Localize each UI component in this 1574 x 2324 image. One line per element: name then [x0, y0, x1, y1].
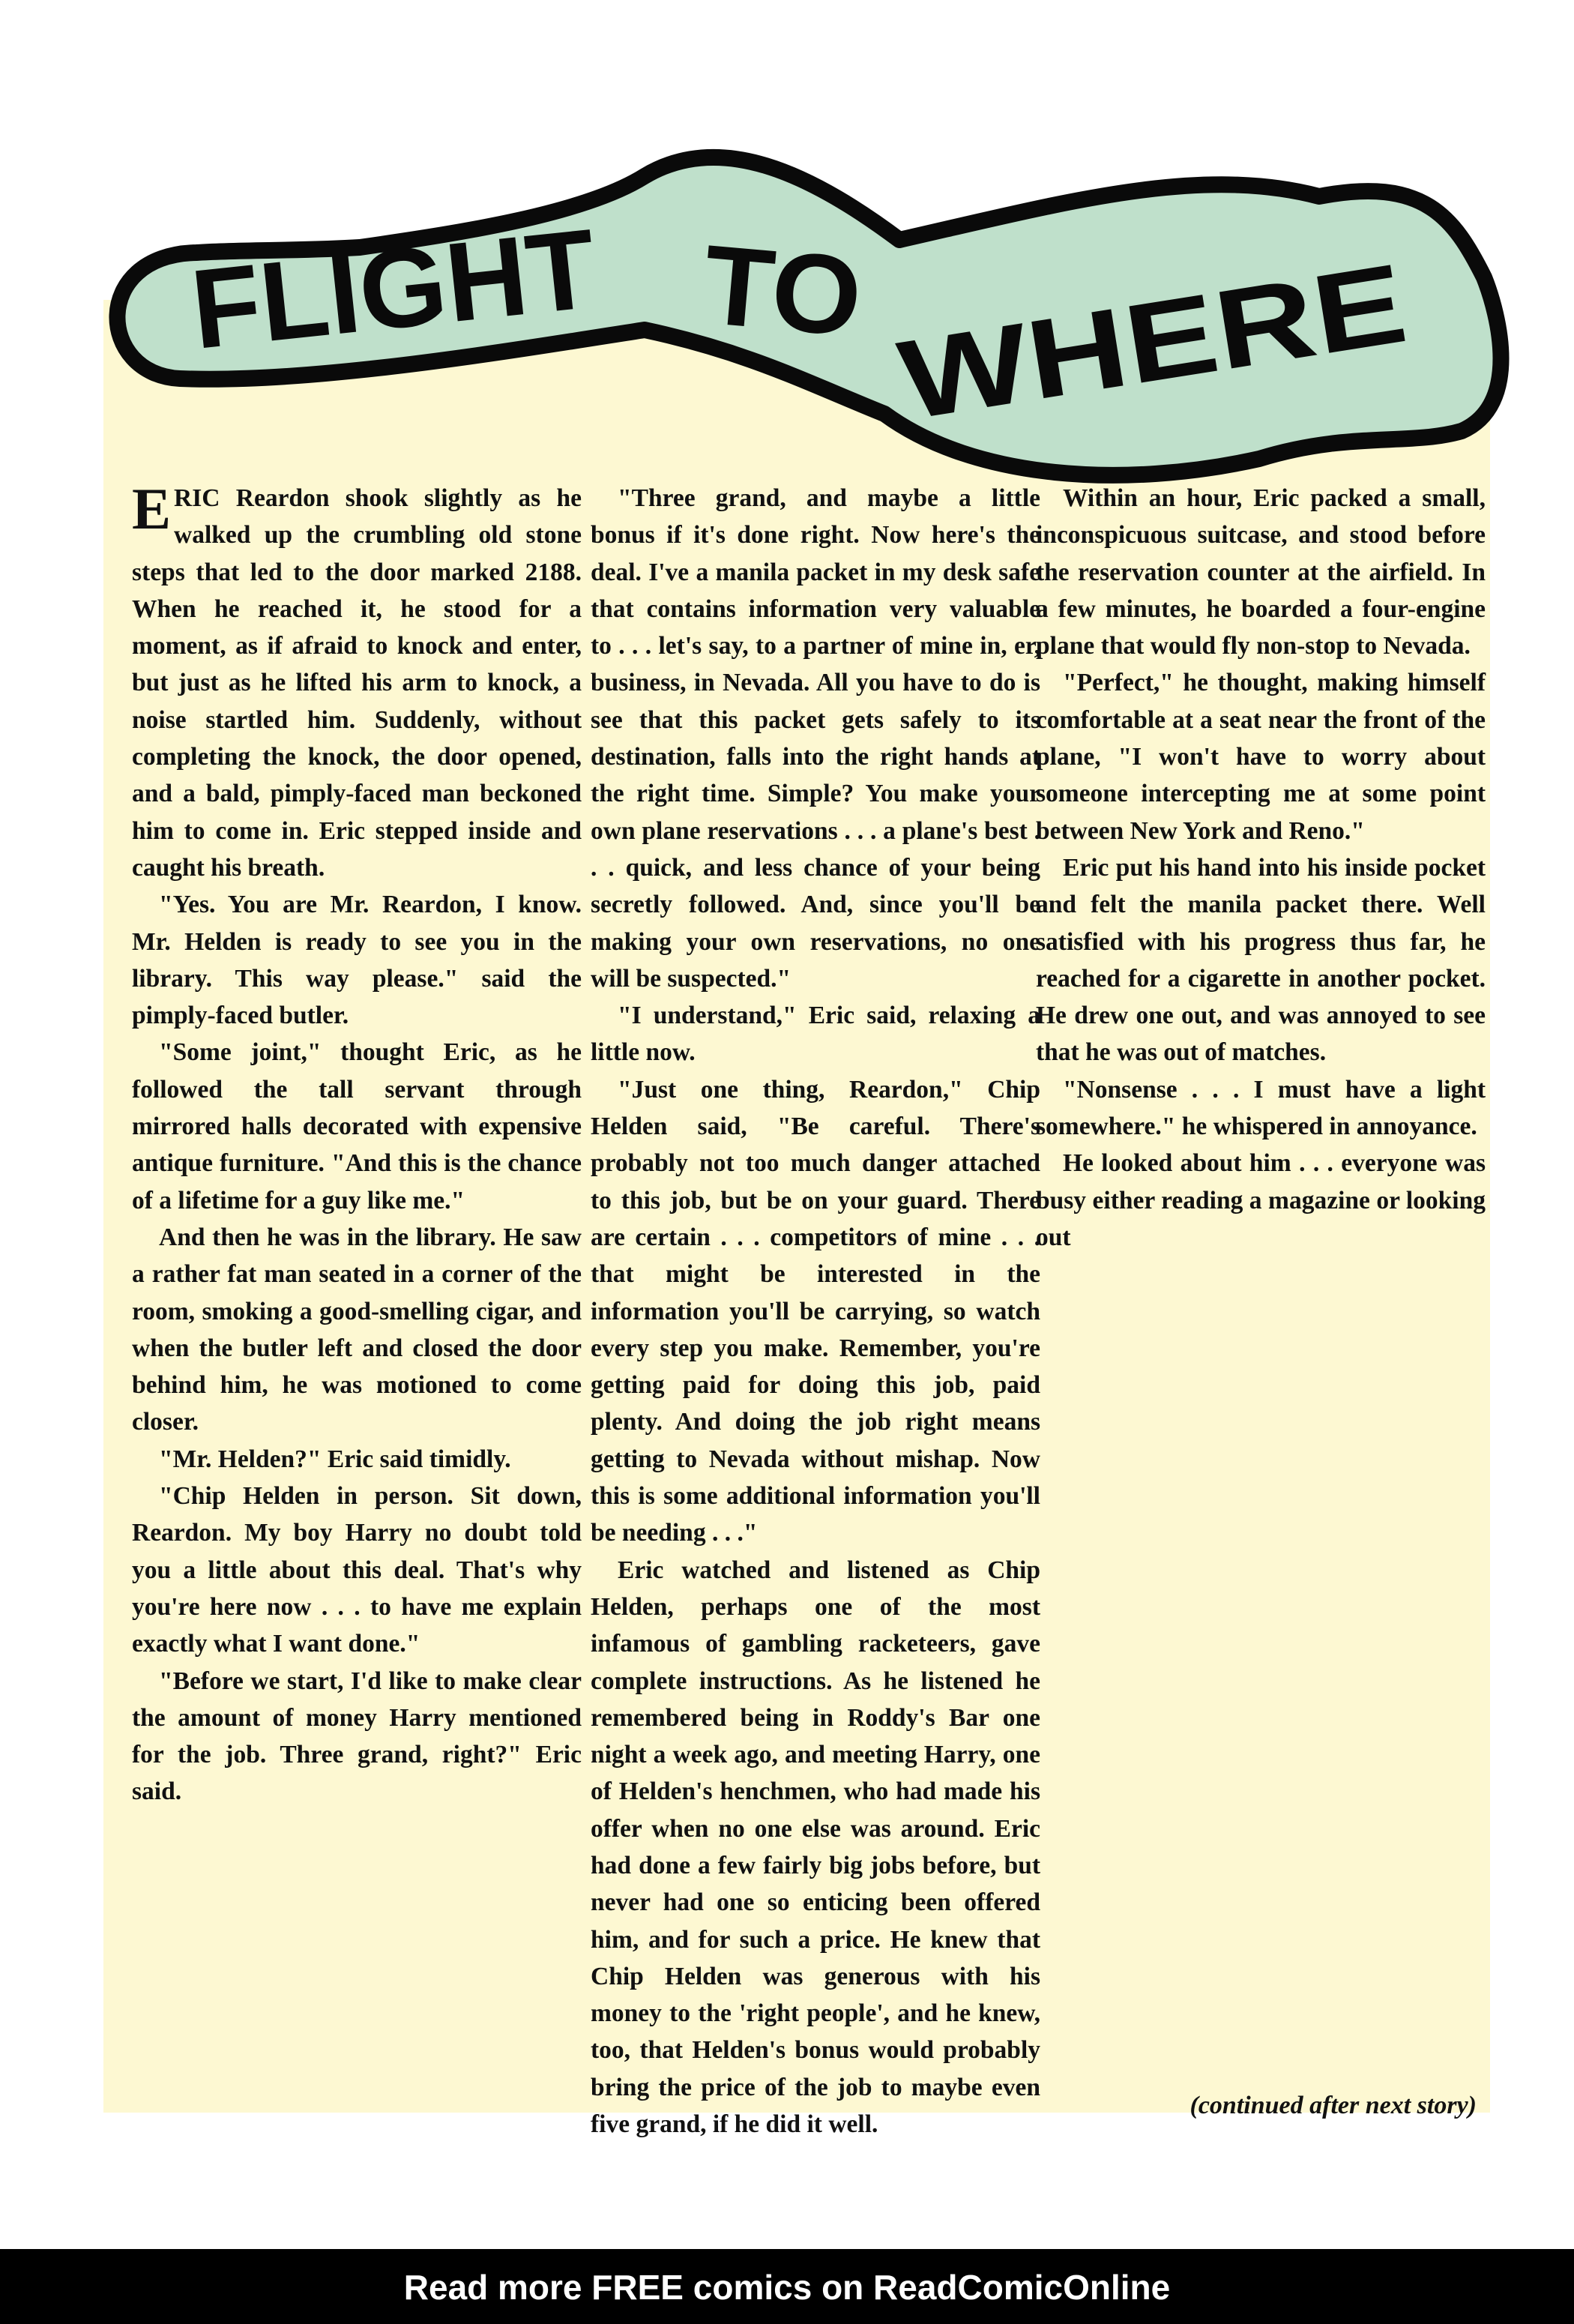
- story-paragraph: "I understand," Eric said, relaxing a little now.: [591, 1002, 1040, 1067]
- footer-link-text[interactable]: Read more FREE comics on ReadComicOnline: [403, 2268, 1171, 2307]
- drop-cap: E: [132, 476, 172, 541]
- story-paragraph: "Chip Helden in person. Sit down, Reardon. My boy Harry no doubt told you a little about this deal. That's why you're here now . . . to have me explain exactly what I want done.": [132, 1482, 582, 1658]
- title-word-where: WHERE: [890, 253, 1324, 444]
- continued-note: (continued after next story): [1189, 2092, 1477, 2119]
- story-paragraph: "Mr. Helden?" Eric said timidly.: [159, 1445, 511, 1473]
- story-column-3: [1036, 480, 1486, 1256]
- story-paragraph: Within an hour, Eric packed a small, inconspicuous suitcase, and stood before the reservation counter at the airfield. In a few minutes, he boarded a four-engine plane that would fly non-stop to Nevada.: [1036, 484, 1486, 660]
- story-paragraph: And then he was in the library. He saw a rather fat man seated in a corner of the room, smoking a good-smelling cigar, and when the butler left and closed the door behind him, he was motioned to come closer.: [132, 1223, 582, 1436]
- story-paragraph: Eric put his hand into his inside pocket and felt the manila packet there. Well satisfied with his progress thus far, he reached for a cigarette in another pocket. He drew one out, and was annoyed to see that he was out of matches.: [1036, 853, 1486, 1067]
- story-paragraph: "Perfect," he thought, making himself comfortable at a seat near the front of the plane, "I won't have to worry about someone intercepting me at some point between New York and Reno.": [1036, 669, 1486, 845]
- title-word-to: TO: [699, 220, 863, 360]
- story-paragraph: He looked about him . . . everyone was busy either reading a magazine or looking out: [1036, 1149, 1486, 1251]
- story-paragraph: "Just one thing, Reardon," Chip Helden said, "Be careful. There's probably not too much danger attached to this job, but be on your guard. There are certain . . . competitors of mine . . . that might be interested in the information you'll be carrying, so watch every step you make. Remember, you're getting paid for doing this job, paid plenty. And doing the job right means getting to Nevada without mishap. Now this is some additional information you'll be needing . . .": [591, 1075, 1040, 1547]
- story-column-1: [132, 476, 582, 1810]
- story-paragraph: Eric watched and listened as Chip Helden, perhaps one of the most infamous of gambling racketeers, gave complete instructions. As he listened he remembered being in Roddy's Bar one night a week ago, and meeting Harry, one of Helden's henchmen, who had made his offer when no one else was around. Eric had done a few fairly big jobs before, but never had one so enticing been offered him, and for such a price. He knew that Chip Helden was generous with his money to the 'right people', and he knew, too, that Helden's bonus would probably bring the price of the job to maybe even five grand, if he did it well.: [591, 1556, 1040, 2139]
- story-paragraph: "Nonsense . . . I must have a light somewhere." he whispered in annoyance.: [1036, 1075, 1486, 1141]
- title-banner: [0, 0, 1574, 540]
- story-column-2: [591, 480, 1040, 2143]
- story-paragraph: ERIC Reardon shook slightly as he walked up the crumbling old stone steps that led to the door marked 2188. When he reached it, he stood for a moment, as if afraid to knock and enter, but just as he lifted his arm to knock, a noise startled him. Suddenly, without completing the knock, the door opened, and a bald, pimply-faced man beckoned him to come in. Eric stepped inside and caught his breath.: [132, 476, 582, 882]
- story-paragraph: "Three grand, and maybe a little bonus if it's done right. Now here's the deal. I've a manila packet in my desk safe that contains information very valuable to . . . let's say, to a partner of mine in, er, business, in Nevada. All you have to do is see that this packet gets safely to its destination, falls into the right hands at the right time. Simple? You make your own plane reservations . . . a plane's best . . . quick, and less chance of your being secretly followed. And, since you'll be making your own reservations, no one will be suspected.": [591, 484, 1040, 993]
- story-paragraph: "Before we start, I'd like to make clear the amount of money Harry mentioned for the job. Three grand, right?" Eric said.: [132, 1667, 582, 1806]
- promo-footer[interactable]: [0, 2249, 1574, 2324]
- story-paragraph: "Yes. You are Mr. Reardon, I know. Mr. Helden is ready to see you in the library. This way please." said the pimply-faced butler.: [132, 891, 582, 1030]
- story-paragraph: "Some joint," thought Eric, as he followed the tall servant through mirrored halls decorated with expensive antique furniture. "And this is the chance of a lifetime for a guy like me.": [132, 1038, 582, 1214]
- title-word-flight: FLIGHT: [185, 205, 603, 373]
